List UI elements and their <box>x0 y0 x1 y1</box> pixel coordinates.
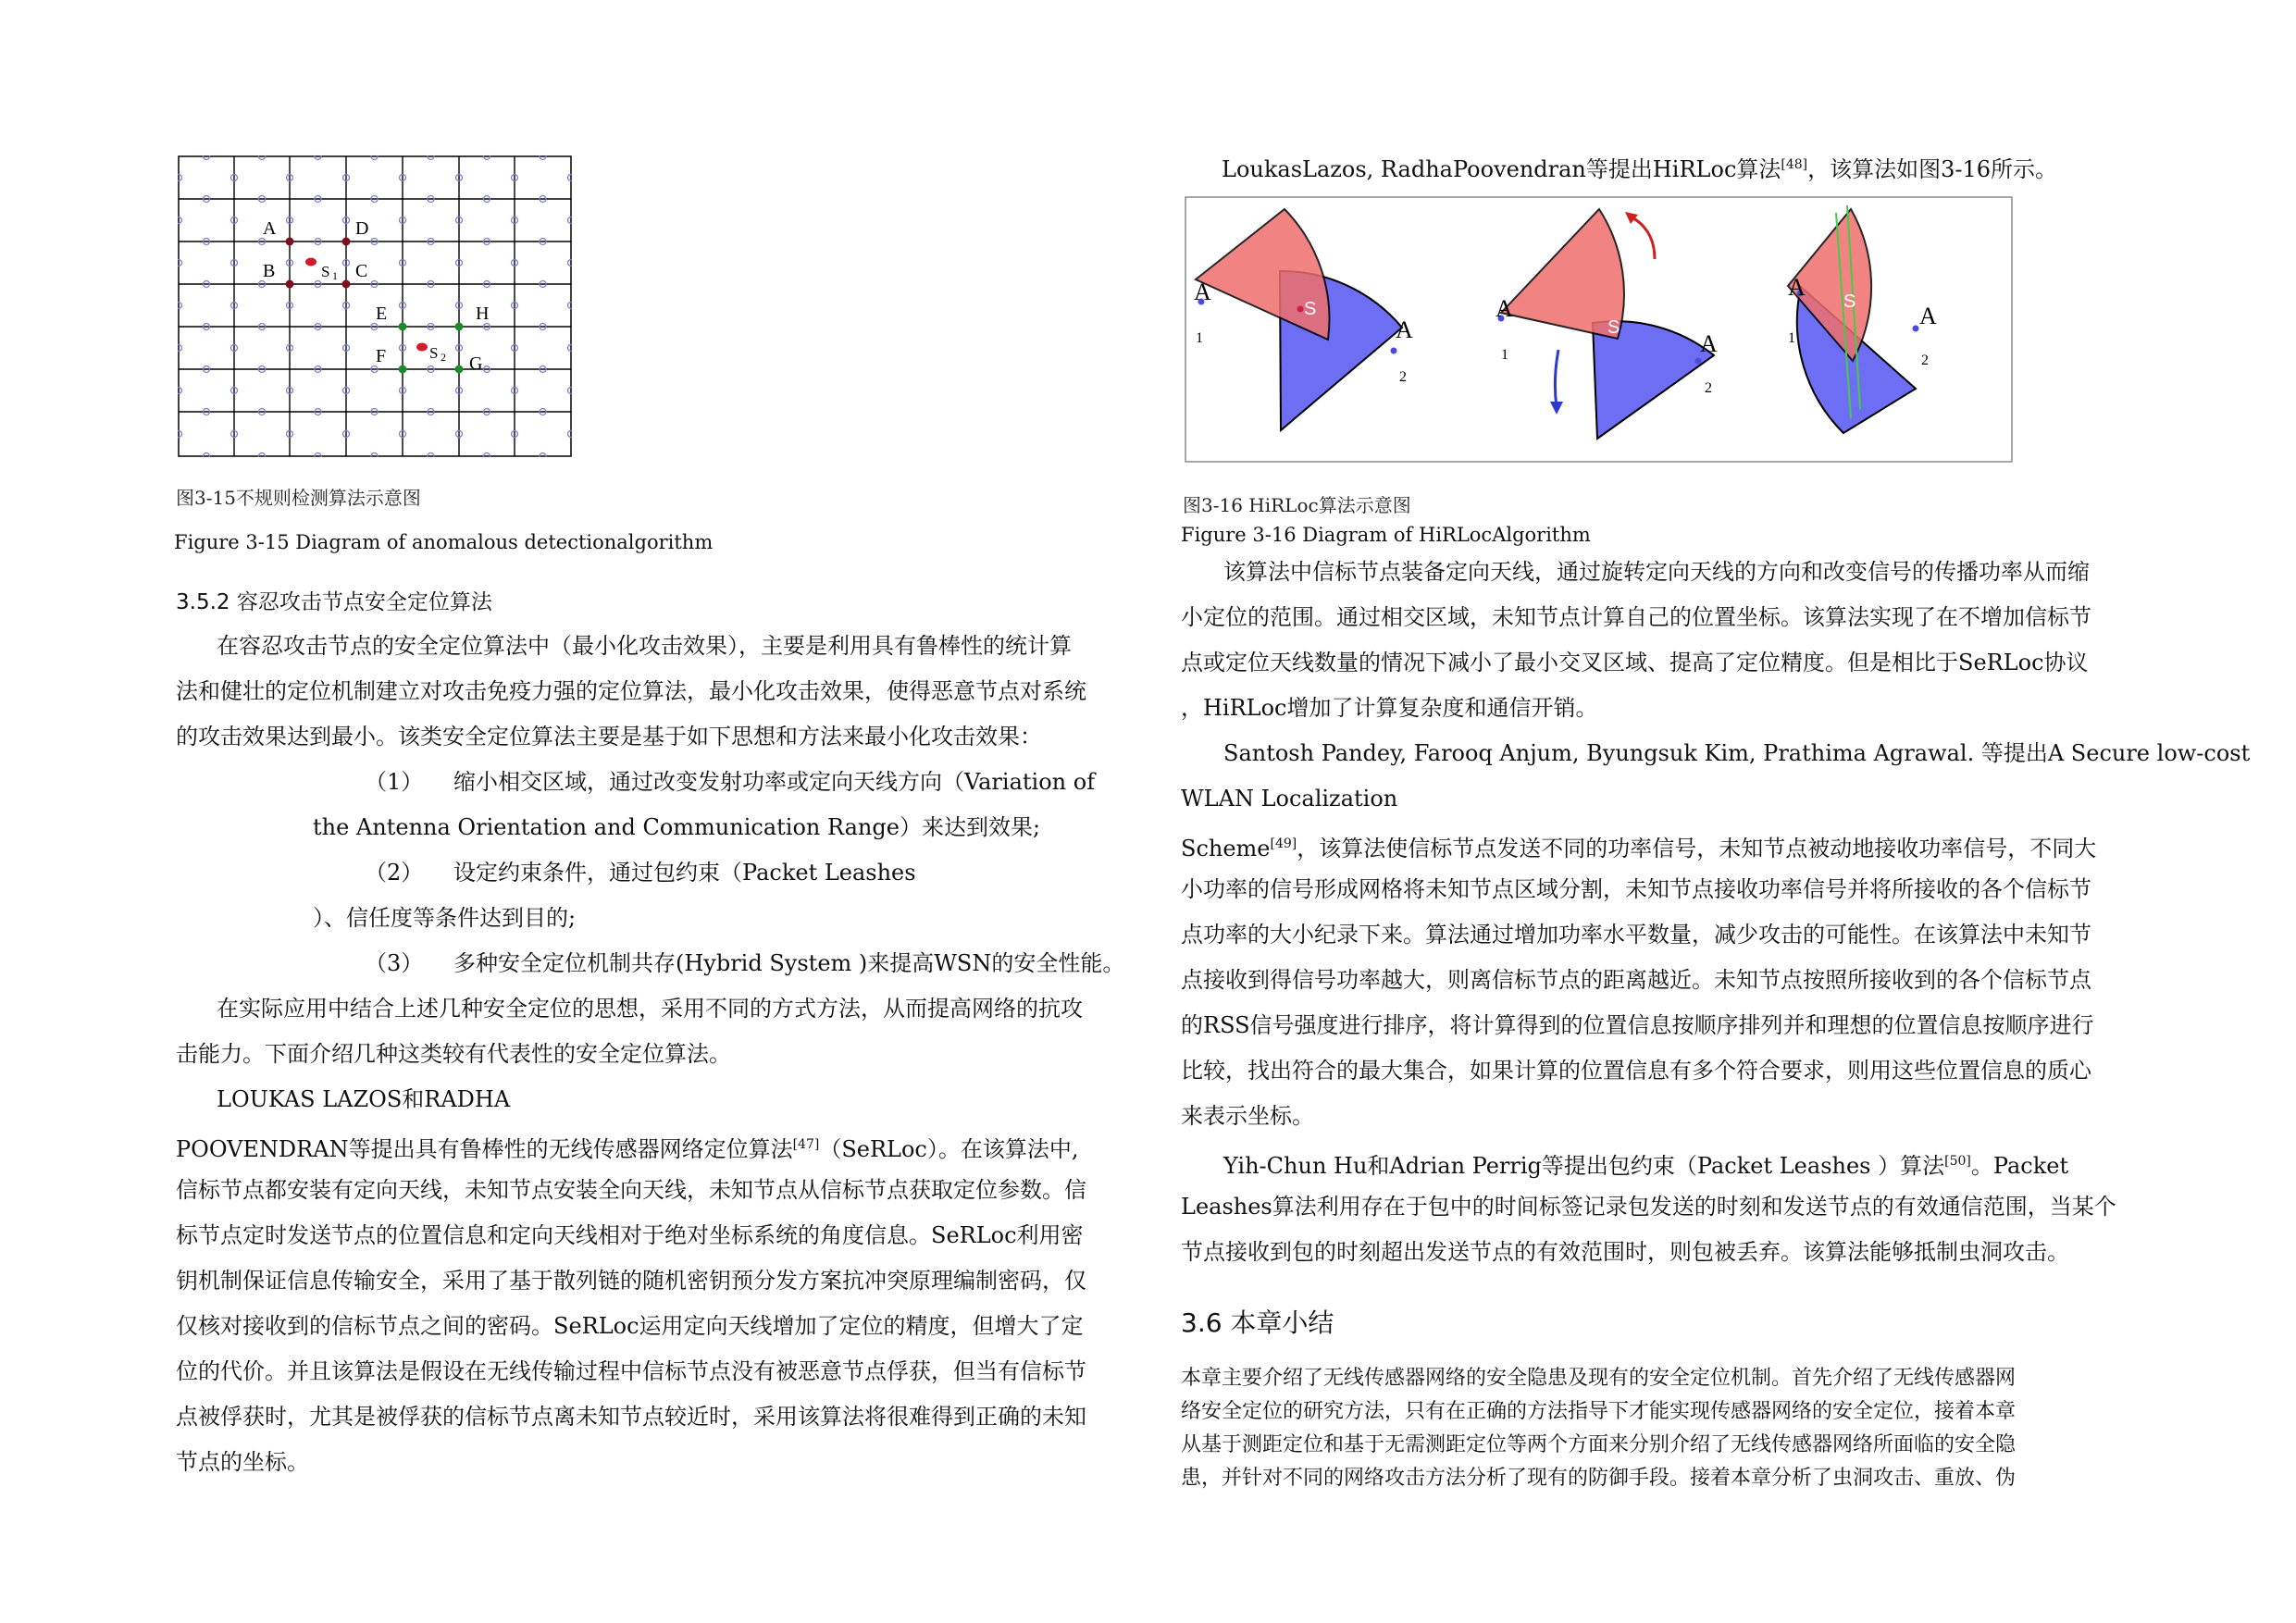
para-line: 点被俘获时，尤其是被俘获的信标节点离未知节点较近时，采用该算法将很难得到正确的未知 <box>176 1404 1086 1430</box>
list-item-text: 设定约束条件，通过包约束（Packet Leashes <box>453 860 916 886</box>
svg-text:1: 1 <box>1788 330 1795 346</box>
list-item-text: 多种安全定位机制共存(Hybrid System )来提高WSN的安全性能。 <box>453 950 1125 976</box>
label-B: B <box>263 261 276 281</box>
label-D: D <box>355 218 369 239</box>
para-line: 小功率的信号形成网格将未知节点区域分割，未知节点接收功率信号并将所接收的各个信标节 <box>1181 876 2091 902</box>
svg-text:1: 1 <box>1501 347 1508 363</box>
para-line: 位的代价。并且该算法是假设在无线传输过程中信标节点没有被恶意节点俘获，但当有信标节 <box>176 1358 1086 1384</box>
svg-text:A: A <box>1496 295 1513 322</box>
svg-text:S: S <box>1304 299 1317 319</box>
list-item-number: （3） <box>365 950 424 976</box>
label-s2: S <box>429 344 439 362</box>
para-line: 比较，找出符合的最大集合，如果计算的位置信息有多个符合要求，则用这些位置信息的质心 <box>1181 1058 2091 1084</box>
para-line: 信标节点都安装有定向天线，未知节点安装全向天线，未知节点从信标节点获取定位参数。信 <box>176 1177 1086 1203</box>
svg-text:S: S <box>1607 317 1620 338</box>
para-line: 在容忍攻击节点的安全定位算法中（最小化攻击效果），主要是利用具有鲁棒性的统计算 <box>217 633 1072 659</box>
list-item-text: ）、信任度等条件达到目的; <box>313 905 577 931</box>
figure-3-15-caption-en: Figure 3-15 Diagram of anomalous detectionalgorithm <box>174 531 714 553</box>
para-line: 节点接收到包的时刻超出发送节点的有效范围时，则包被丢弃。该算法能够抵制虫洞攻击。 <box>1181 1239 2069 1265</box>
list-item-number: （2） <box>365 860 424 886</box>
label-s1-sub: 1 <box>332 269 338 282</box>
svg-text:2: 2 <box>1399 369 1407 385</box>
para-line: 来表示坐标。 <box>1181 1103 1314 1129</box>
svg-text:1: 1 <box>1196 330 1203 346</box>
citation-49: [49] <box>1270 836 1297 851</box>
para-line: Santosh Pandey, Farooq Anjum, Byungsuk Kim, Prathima Agrawal. 等提出A Secure low-cost <box>1223 740 2251 766</box>
para-line: 点功率的大小纪录下来。算法通过增加功率水平数量，减少攻击的可能性。在该算法中未知节 <box>1181 922 2091 948</box>
para-line: 法和健壮的定位机制建立对攻击免疫力强的定位算法，最小化攻击效果，使得恶意节点对系统 <box>176 678 1086 704</box>
citation-47: [47] <box>792 1137 820 1152</box>
list-item-text: 缩小相交区域，通过改变发射功率或定向天线方向（Variation of <box>453 769 1096 795</box>
section-3-6-heading: 3.6 本章小结 <box>1181 1307 1334 1338</box>
figure-3-15-caption-cn: 图3-15不规则检测算法示意图 <box>176 487 421 509</box>
summary-line: 本章主要介绍了无线传感器网络的安全隐患及现有的安全定位机制。首先介绍了无线传感器网 <box>1181 1367 2017 1390</box>
label-H: H <box>476 304 490 324</box>
svg-text:A: A <box>1700 330 1718 357</box>
svg-text:2: 2 <box>1705 380 1712 396</box>
para-line: 钥机制保证信息传输安全，采用了基于散列链的随机密钥预分发方案抗冲突原理编制密码，仅 <box>176 1268 1086 1294</box>
para-line: Leashes算法利用存在于包中的时间标签记录包发送的时刻和发送节点的有效通信范围，当某个 <box>1181 1194 2116 1220</box>
section-3-5-2-heading: 3.5.2 容忍攻击节点安全定位算法 <box>176 590 492 614</box>
label-G: G <box>469 353 483 374</box>
svg-text:A: A <box>1194 279 1211 305</box>
summary-line: 络安全定位的研究方法，只有在正确的方法指导下才能实现传感器网络的安全定位，接着本章 <box>1181 1400 2017 1423</box>
para-line: 点接收到得信号功率越大，则离信标节点的距离越近。未知节点按照所接收到的各个信标节点 <box>1181 967 2091 993</box>
summary-line: 从基于测距定位和基于无需测距定位等两个方面来分别介绍了无线传感器网络所面临的安全隐 <box>1181 1433 2017 1456</box>
para-line: 仅核对接收到的信标节点之间的密码。SeRLoc运用定向天线增加了定位的精度，但增大了定 <box>176 1313 1084 1339</box>
para-line: 节点的坐标。 <box>176 1449 309 1475</box>
para-line: WLAN Localization <box>1181 786 1398 812</box>
label-s2-sub: 2 <box>441 351 446 364</box>
para-line: POOVENDRAN等提出具有鲁棒性的无线传感器网络定位算法[47]（SeRLoc）。在该算法中, <box>176 1136 1079 1162</box>
para-line: 小定位的范围。通过相交区域，未知节点计算自己的位置坐标。该算法实现了在不增加信标节 <box>1181 604 2091 630</box>
para-line: 点或定位天线数量的情况下减小了最小交叉区域、提高了定位精度。但是相比于SeRLoc协议 <box>1181 650 2089 675</box>
svg-text:A: A <box>1919 303 1937 329</box>
svg-text:2: 2 <box>1921 353 1929 368</box>
label-F: F <box>376 346 387 366</box>
svg-text:A: A <box>1788 274 1806 301</box>
para-line: 该算法中信标节点装备定向天线，通过旋转定向天线的方向和改变信号的传播功率从而缩 <box>1223 559 2090 585</box>
citation-48: [48] <box>1781 157 1808 172</box>
para-line: 的攻击效果达到最小。该类安全定位算法主要是基于如下思想和方法来最小化攻击效果： <box>176 724 1042 750</box>
para-line: 击能力。下面介绍几种这类较有代表性的安全定位算法。 <box>176 1041 731 1067</box>
para-line: 在实际应用中结合上述几种安全定位的思想，采用不同的方式方法，从而提高网络的抗攻 <box>217 996 1083 1022</box>
summary-line: 患，并针对不同的网络攻击方法分析了现有的防御手段。接着本章分析了虫洞攻击、重放、伪 <box>1181 1467 2017 1490</box>
para-line: LOUKAS LAZOS和RADHA <box>217 1086 511 1112</box>
list-item-number: （1） <box>365 769 424 795</box>
label-E: E <box>376 304 388 324</box>
citation-50: [50] <box>1944 1154 1971 1169</box>
figure-3-16-caption-en: Figure 3-16 Diagram of HiRLocAlgorithm <box>1181 524 1591 546</box>
label-s1: S <box>321 263 330 280</box>
label-A: A <box>263 218 277 239</box>
figure-3-16-caption-cn: 图3-16 HiRLoc算法示意图 <box>1183 494 1411 516</box>
list-item-text: the Antenna Orientation and Communication Range）来达到效果; <box>313 814 1041 840</box>
svg-text:A: A <box>1396 316 1413 343</box>
para-line: Yih-Chun Hu和Adrian Perrig等提出包约束（Packet Leashes ）算法[50]。Packet <box>1223 1153 2069 1179</box>
figure-3-15-grid <box>178 155 572 457</box>
para-line: 标节点定时发送节点的位置信息和定向天线相对于绝对坐标系统的角度信息。SeRLoc利用密 <box>176 1222 1084 1248</box>
label-C: C <box>355 261 368 281</box>
figure-3-16-hirloc <box>1185 196 2013 463</box>
para-line: LoukasLazos, RadhaPoovendran等提出HiRLoc算法[48]，该算法如图3-16所示。 <box>1222 156 2058 182</box>
para-line: ，HiRLoc增加了计算复杂度和通信开销。 <box>1181 695 1598 721</box>
svg-text:S: S <box>1843 291 1856 312</box>
para-line: Scheme[49]，该算法使信标节点发送不同的功率信号，未知节点被动地接收功率信号，不同大 <box>1181 836 2097 861</box>
para-line: 的RSS信号强度进行排序，将计算得到的位置信息按顺序排列并和理想的位置信息按顺序进行 <box>1181 1012 2094 1038</box>
